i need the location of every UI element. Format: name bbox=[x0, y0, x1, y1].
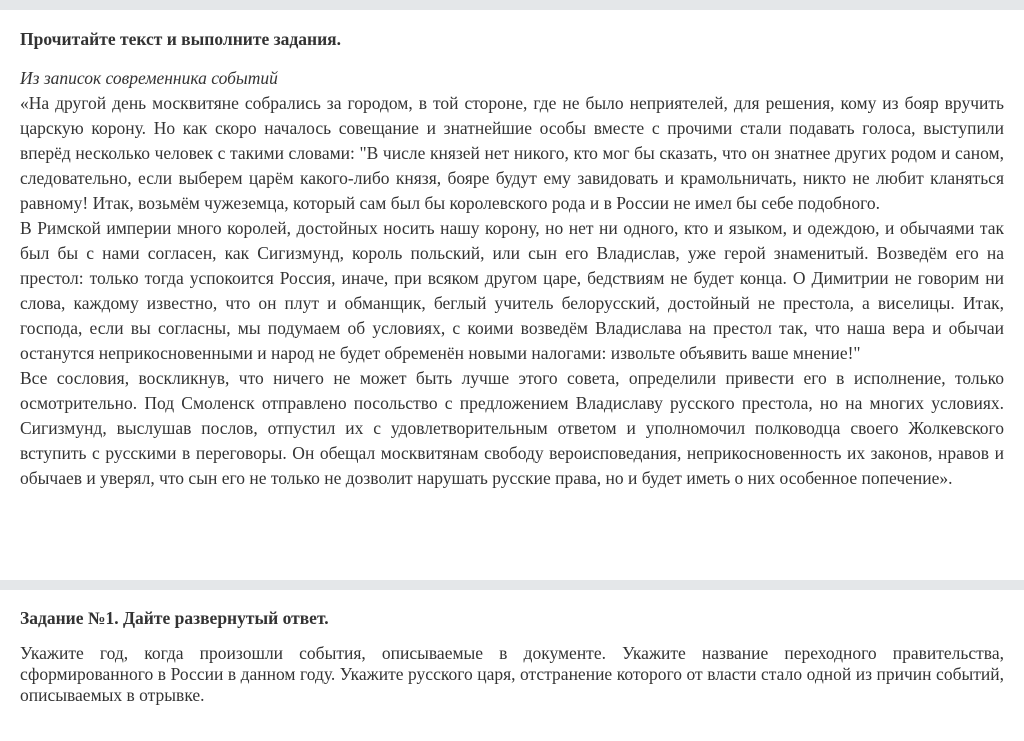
instruction-heading: Прочитайте текст и выполните задания. bbox=[20, 29, 342, 49]
task-title: Задание №1. Дайте развернутый ответ. bbox=[20, 608, 329, 628]
task-body: Укажите год, когда произошли события, описываемые в документе. Укажите название переходного правительства, сформированного в России в данном году. Укажите русского царя, отстранение которого от власти стало одной из причин событий, описываемых в отрывке. bbox=[20, 643, 1004, 705]
document-paragraph-3: Все сословия, воскликнув, что ничего не может быть лучше этого совета, определили привести его в исполнение, только осмотрительно. Под Смоленск отправлено посольство с предложением Владиславу русского престола, но на многих условиях. Сигизмунд, выслушав послов, отпустил их с удовлетворительным ответом и уполномочил полководца своего Жолкевского вступить с русскими в переговоры. Он обещал москвитянам свободу вероисповедания, неприкосновенность их законов, нравов и обычаев и уверял, что сын его не только не дозволит нарушать русские права, но и будет иметь о них особенное попечение». bbox=[20, 368, 1004, 488]
document-paragraph-2: В Римской империи много королей, достойных носить нашу корону, но нет ни одного, кто и языком, и одеждою, и обычаями так был бы с нами согласен, как Сигизмунд, король польский, или сын его Владислав, уже герой знаменитый. Возведём его на престол: только тогда успокоится Россия, иначе, при всяком другом царе, бедствиям не будет конца. О Димитрии не говорим ни слова, каждому известно, что он плут и обманщик, беглый учитель белорусский, достойный не престола, а виселицы. Итак, господа, если вы согласны, мы подумаем об условиях, с коими возведём Владислава на престол так, что наша вера и обычаи останутся неприкосновенными и народ не будет обременён новыми налогами: извольте объявить ваше мнение!" bbox=[20, 218, 1004, 363]
task-card bbox=[0, 590, 1024, 706]
source-text-card bbox=[0, 10, 1024, 560]
document-source: Из записок современника событий bbox=[20, 68, 278, 88]
top-separator bbox=[0, 0, 1024, 10]
document-paragraph-1: «На другой день москвитяне собрались за городом, в той стороне, где не было неприятелей, для решения, кому из бояр вручить царскую корону. Но как скоро началось совещание и знатнейшие особы вместе с прочими стали подавать голоса, выступили вперёд несколько человек с такими словами: "В числе князей нет никого, кто мог бы сказать, что он знатнее других родом и саном, следовательно, если выберем царём какого-либо князя, бояре будут ему завидовать и крамольничать, никто не любит кланяться равному! Итак, возьмём чужеземца, который сам был бы королевского рода и в России не имел бы себе подобного. bbox=[20, 93, 1004, 213]
section-separator bbox=[0, 580, 1024, 590]
